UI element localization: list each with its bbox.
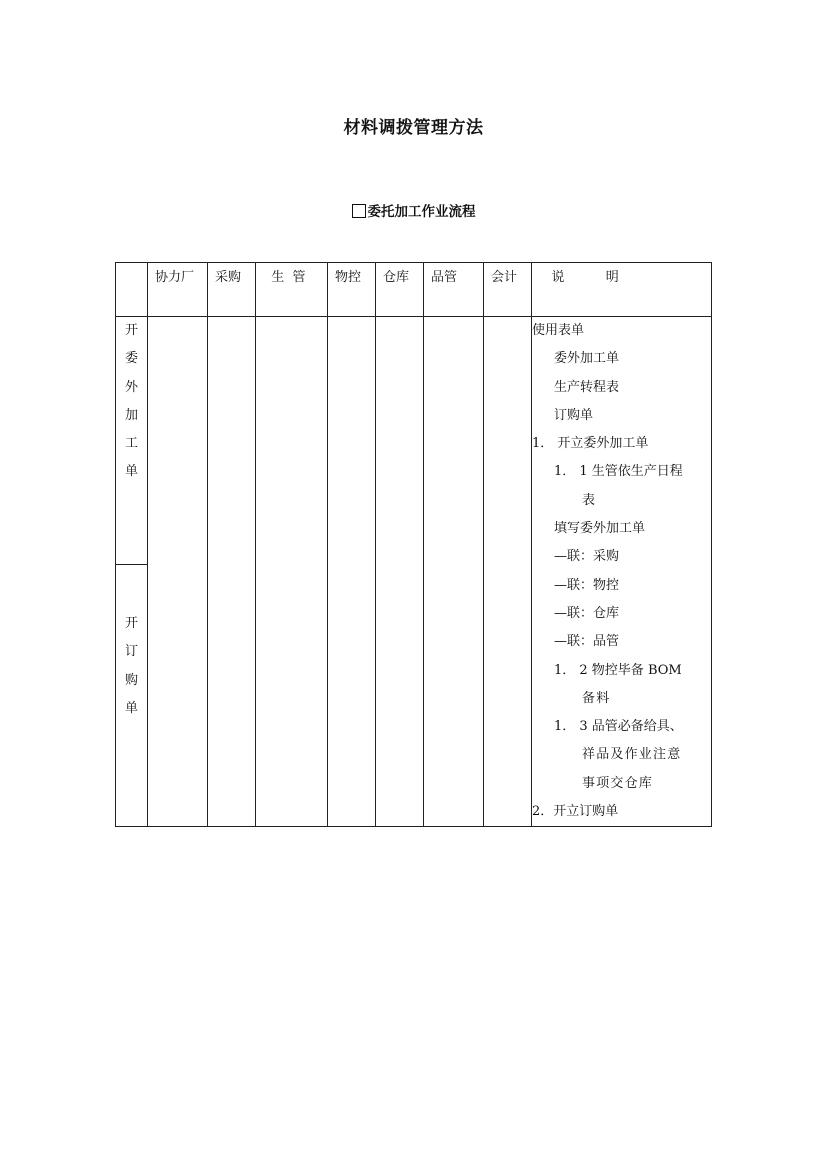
header-stage [116,263,148,317]
description-line: 事项交仓库 [582,775,654,791]
stage-column [116,317,148,827]
description-line: 1． 开立委外加工单 [532,436,649,452]
workflow-table [115,262,712,827]
description-line: 生产转程表 [554,379,620,395]
cell-purchasing [208,317,256,827]
table-body-row [116,317,712,827]
section-title [0,200,827,220]
description-line: —联：仓库 [554,605,620,621]
description-line: 订购单 [554,407,594,423]
description-line: 表 [582,492,597,508]
description-line: —联：物控 [554,577,620,593]
checkbox-icon [352,204,366,218]
description-line: 1． 3 品管必备给具、 [554,719,683,735]
description-list [532,317,711,826]
description-line: 1． 2 物控毕备 BOM [554,662,682,678]
stage-open-purchase-order: 开 订 购 单 [124,616,138,716]
description-line: 备料 [582,690,611,706]
header-quality: 品管 [424,263,484,317]
description-line: 祥品及作业注意 [582,747,682,763]
cell-quality [424,317,484,827]
header-production-control: 生 管 [256,263,328,317]
document-title: 材料调拨管理方法 [343,118,484,138]
cell-supplier [148,317,208,827]
header-material-control: 物控 [328,263,376,317]
description-line: 填写委外加工单 [554,521,646,537]
header-warehouse: 仓库 [376,263,424,317]
stage-open-outsource-order: 开 委 外 加 工 单 [124,323,138,480]
description-line: 使用表单 [532,323,585,338]
header-purchasing: 采购 [208,263,256,317]
description-line: 1． 1 生管依生产日程 [554,464,683,480]
cell-material-control [328,317,376,827]
description-line: 2．开立订购单 [532,804,619,820]
description-line: —联：品管 [554,634,620,650]
header-description: 说 明 [532,263,712,317]
header-supplier: 协力厂 [148,263,208,317]
header-accounting: 会计 [484,263,532,317]
cell-production-control [256,317,328,827]
cell-warehouse [376,317,424,827]
description-cell [532,317,712,827]
description-line: 委外加工单 [554,351,620,367]
description-line: —联：采购 [554,549,620,565]
cell-accounting [484,317,532,827]
table-header-row [116,263,712,317]
section-title-text: 委托加工作业流程 [367,204,476,220]
